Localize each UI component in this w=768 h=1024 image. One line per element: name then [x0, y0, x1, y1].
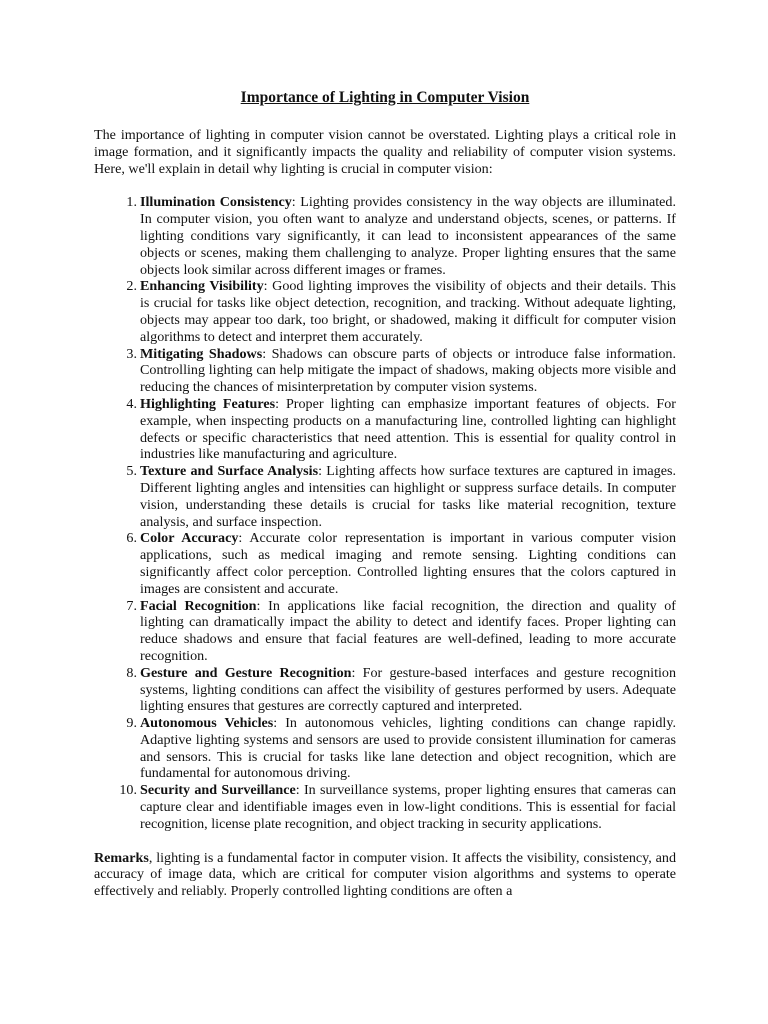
remarks-text: , lighting is a fundamental factor in computer vision. It affects the visibility, consistency, and accuracy of image data, which are critical for computer vision algorithms and systems to operate effectively and reliably. Properly controlled lighting conditions are often a — [94, 849, 676, 900]
list-item-number: 3. — [126, 345, 137, 362]
list-item-term: Security and Surveillance — [140, 782, 296, 799]
intro-paragraph: The importance of lighting in computer vision cannot be overstated. Lighting plays a critical role in image formation, and it significantly impacts the quality and reliability of computer vision systems. Here, we'll explain in detail why lighting is crucial in computer vision: — [94, 127, 676, 177]
list-item-term: Mitigating Shadows — [140, 345, 263, 362]
remarks-paragraph — [94, 850, 676, 900]
list-item-number: 2. — [126, 278, 137, 295]
list-item — [94, 530, 676, 597]
list-item-number: 9. — [126, 715, 137, 732]
list-item-number: 1. — [126, 194, 137, 211]
document-title: Importance of Lighting in Computer Vision — [240, 89, 530, 106]
list-item-term: Color Accuracy — [140, 530, 239, 547]
list-item-term: Illumination Consistency — [140, 194, 292, 211]
document-page — [94, 88, 676, 900]
list-item-text: : In applications like facial recognition, the direction and quality of lighting can dramatically impact the ability to detect and identify faces. Proper lighting can reduce shadows and ensure that facial features are well-defined, leading to more accurate recognition. — [140, 597, 676, 664]
list-item — [94, 194, 676, 278]
remarks-term: Remarks — [94, 849, 149, 866]
list-item-text: : In surveillance systems, proper lighting ensures that cameras can capture clear and identifiable images even in low-light conditions. This is essential for facial recognition, license plate recognition, and object tracking in security applications. — [140, 782, 677, 832]
list-item — [94, 715, 676, 782]
list-item-number: 8. — [126, 664, 137, 681]
list-item-term: Enhancing Visibility — [140, 278, 264, 295]
numbered-list — [94, 194, 676, 832]
list-item-text: : Good lighting improves the visibility of objects and their details. This is crucial for tasks like object detection, recognition, and tracking. Without adequate lighting, objects may appear too dark, too bright, or shadowed, making it difficult for computer vision algorithms to detect and interpret them accurately. — [140, 278, 676, 345]
list-item-text: : Accurate color representation is important in various computer vision applications, such as medical imaging and remote sensing. Lighting conditions can significantly affect color perception. Controlled lighting ensures that the colors captured in images are consistent and accurate. — [140, 530, 676, 597]
list-item-term: Facial Recognition — [140, 597, 257, 614]
list-item-term: Highlighting Features — [140, 395, 276, 412]
list-item-text: : For gesture-based interfaces and gesture recognition systems, lighting conditions can affect the visibility of gestures performed by users. Adequate lighting ensures that gestures are correctly captured and interpreted. — [140, 664, 676, 715]
list-item-text: : Shadows can obscure parts of objects or introduce false information. Controlling lighting can help mitigate the impact of shadows, making objects more visible and reducing the chances of misinterpretation by computer vision systems. — [140, 345, 676, 396]
list-item-term: Autonomous Vehicles — [140, 715, 274, 732]
list-item-number: 7. — [126, 597, 137, 614]
list-item — [94, 665, 676, 715]
list-item-term: Texture and Surface Analysis — [140, 463, 319, 480]
list-item-text: : Lighting provides consistency in the way objects are illuminated. In computer vision, you often want to analyze and understand objects, scenes, or patterns. If lighting conditions vary significantly, it can lead to inconsistent appearances of the same objects or scenes, making them challenging to analyze. Proper lighting ensures that the same objects look similar across different images or frames. — [140, 194, 676, 278]
list-item-text: : In autonomous vehicles, lighting conditions can change rapidly. Adaptive lighting systems and sensors are used to provide consistent illumination for cameras and sensors. This is crucial for tasks like lane detection and object recognition, which are fundamental for autonomous driving. — [140, 715, 676, 782]
list-item — [94, 346, 676, 396]
list-item-number: 4. — [126, 395, 137, 412]
list-item — [94, 396, 676, 463]
list-item — [94, 782, 676, 832]
list-item — [94, 463, 676, 530]
list-item-term: Gesture and Gesture Recognition — [140, 664, 352, 681]
list-item-number: 5. — [126, 463, 137, 480]
list-item — [94, 598, 676, 665]
list-item — [94, 278, 676, 345]
list-item-number: 10. — [119, 782, 137, 799]
list-item-text: : Proper lighting can emphasize important features of objects. For example, when inspecting products on a manufacturing line, controlled lighting can highlight defects or specific characteristics that need attention. This is essential for quality control in industries like manufacturing and agriculture. — [140, 395, 676, 463]
list-item-number: 6. — [126, 530, 137, 547]
list-item-text: : Lighting affects how surface textures are captured in images. Different lighting angles and intensities can highlight or suppress surface details. In computer vision, understanding these details is crucial for tasks like material recognition, texture analysis, and surface inspection. — [140, 463, 676, 530]
